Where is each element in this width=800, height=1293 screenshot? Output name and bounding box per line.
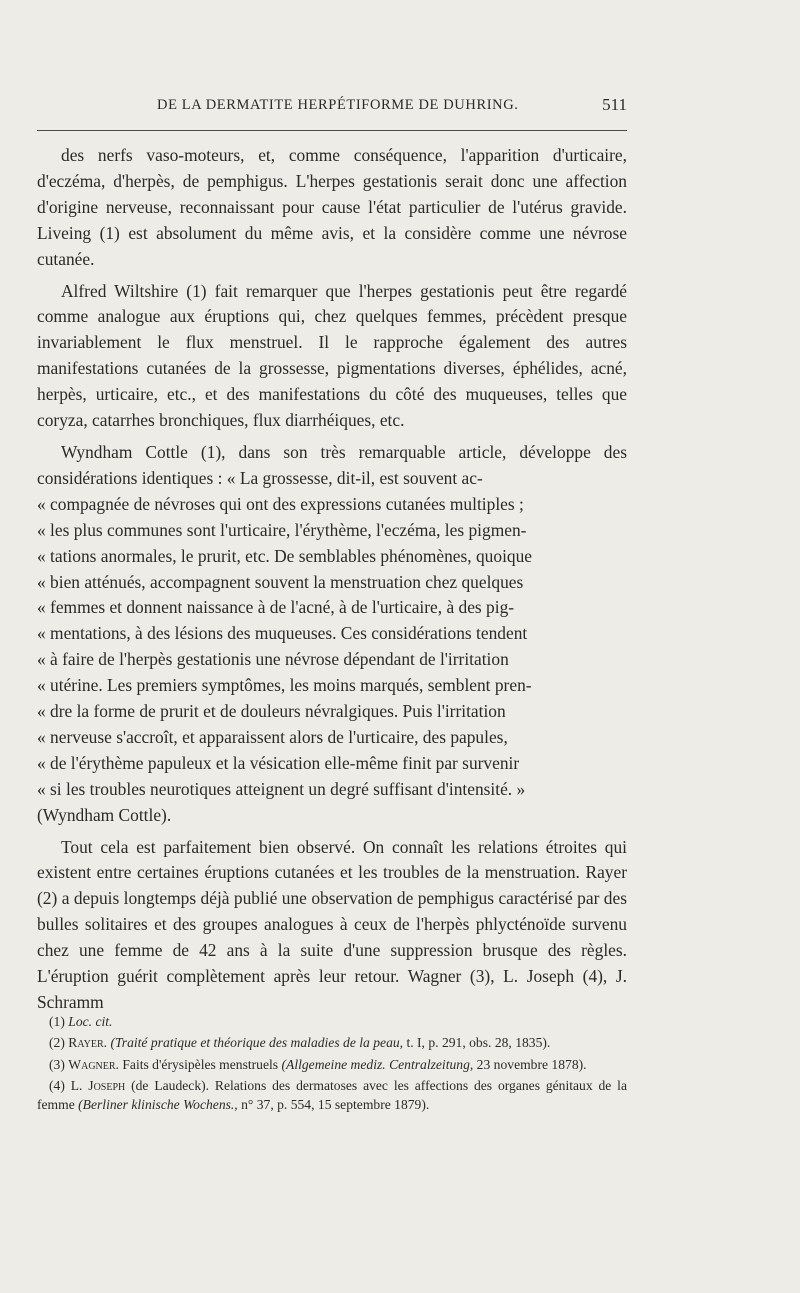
- footnote-author: L. Joseph: [70, 1077, 126, 1093]
- page-header: [37, 97, 627, 119]
- footnote-title: (Berliner klinische Wochens.,: [78, 1097, 238, 1113]
- paragraph-1: des nerfs vaso-moteurs, et, comme conséquence, l'apparition d'urticaire, d'eczéma, d'herpès, de pemphigus. L'herpes gestationis serait donc une affection d'origine nerveuse, reconnaissant pour cause l'état particulier de l'utérus gravide. Liveing (1) est absolument du même avis, et la considère comme une névrose cutanée.: [37, 145, 627, 269]
- quote-line: « bien atténués, accompagnent souvent la menstruation chez quelques: [37, 571, 524, 592]
- footnote-1: [37, 1012, 627, 1031]
- quote-line: « dre la forme de prurit et de douleurs névralgiques. Puis l'irritation: [37, 701, 506, 722]
- quote-line: « compagnée de névroses qui ont des expressions cutanées multiples ;: [37, 493, 524, 514]
- header-rule: [37, 130, 627, 131]
- quote-line: « les plus communes sont l'urticaire, l'érythème, l'eczéma, les pigmen-: [37, 519, 527, 540]
- footnote-4: [37, 1076, 627, 1115]
- quote-line: « à faire de l'herpès gestationis une névrose dépendant de l'irritation: [37, 649, 509, 670]
- footnote-title: (Allgemeine mediz. Centralzeitung,: [281, 1056, 474, 1072]
- footnote-text: Faits d'érysipèles menstruels: [118, 1056, 282, 1072]
- quote-line: « femmes et donnent naissance à de l'acné, à de l'urticaire, à des pig-: [37, 597, 515, 618]
- footnote-text: (de Laudeck). Relations des dermatoses avec les affections des organes génitaux de la femme: [37, 1077, 627, 1113]
- quote-line: « de l'érythème papuleux et la vésication elle-même finit par survenir: [37, 752, 520, 773]
- main-text: [37, 143, 627, 1022]
- footnote-number: (2): [49, 1035, 65, 1051]
- paragraph-3-intro: Wyndham Cottle (1), dans son très remarquable article, développe des considérations identiques : « La grossesse, dit-il, est souvent ac-: [37, 441, 627, 488]
- footnote-rest: n° 37, p. 554, 15 septembre 1879).: [237, 1097, 430, 1113]
- paragraph-4: Tout cela est parfaitement bien observé. On connaît les relations étroites qui existent entre certaines éruptions cutanées et les troubles de la menstruation. Rayer (2) a depuis longtemps déjà publié une observation de pemphigus caractérisé par des bulles solitaires et des groupes analogues à ceux de l'herpès phlycténoïde survenu chez une femme de 42 ans à la suite d'une suppression brusque des règles. L'éruption guérit complètement après leur retour. Wagner (3), L. Joseph (4), J. Schramm: [37, 836, 627, 1012]
- quote-line: « nerveuse s'accroît, et apparaissent alors de l'urticaire, des papules,: [37, 726, 508, 747]
- running-head: DE LA DERMATITE HERPÉTIFORME DE DUHRING.: [157, 97, 519, 113]
- quote-line: « si les troubles neurotiques atteignent un degré suffisant d'intensité. »: [37, 778, 526, 799]
- footnote-author: Rayer.: [68, 1035, 108, 1051]
- footnote-number: (4): [49, 1077, 65, 1093]
- footnote-title: (Traité pratique et théorique des maladies de la peau,: [110, 1035, 404, 1051]
- footnotes: [37, 1012, 627, 1116]
- footnote-rest: 23 novembre 1878).: [473, 1056, 587, 1072]
- paragraph-2: Alfred Wiltshire (1) fait remarquer que l'herpes gestationis peut être regardé comme analogue aux éruptions qui, chez quelques femmes, précèdent presque invariablement le flux menstruel. Il le rapproche également des autres manifestations cutanées de la grossesse, pigmentations diverses, éphélides, acné, herpès, urticaire, etc., et des manifestations du côté des muqueuses, telles que coryza, catarrhes bronchiques, flux diarrhéiques, etc.: [37, 280, 627, 431]
- paragraph-3: [37, 440, 627, 829]
- page-number: 511: [602, 95, 627, 114]
- quote-line: « tations anormales, le prurit, etc. De semblables phénomènes, quoique: [37, 545, 533, 566]
- footnote-number: (3): [49, 1056, 65, 1072]
- footnote-author: Wagner.: [68, 1056, 119, 1072]
- footnote-2: [37, 1033, 627, 1052]
- footnote-text: Loc. cit.: [68, 1014, 113, 1029]
- quote-line: « utérine. Les premiers symptômes, les moins marqués, semblent pren-: [37, 675, 532, 696]
- footnote-rest: t. I, p. 291, obs. 28, 1835).: [403, 1035, 551, 1051]
- footnote-3: [37, 1055, 627, 1074]
- quote-attribution: (Wyndham Cottle).: [37, 804, 172, 825]
- quote-line: « mentations, à des lésions des muqueuses. Ces considérations tendent: [37, 623, 528, 644]
- footnote-number: (1): [49, 1014, 65, 1029]
